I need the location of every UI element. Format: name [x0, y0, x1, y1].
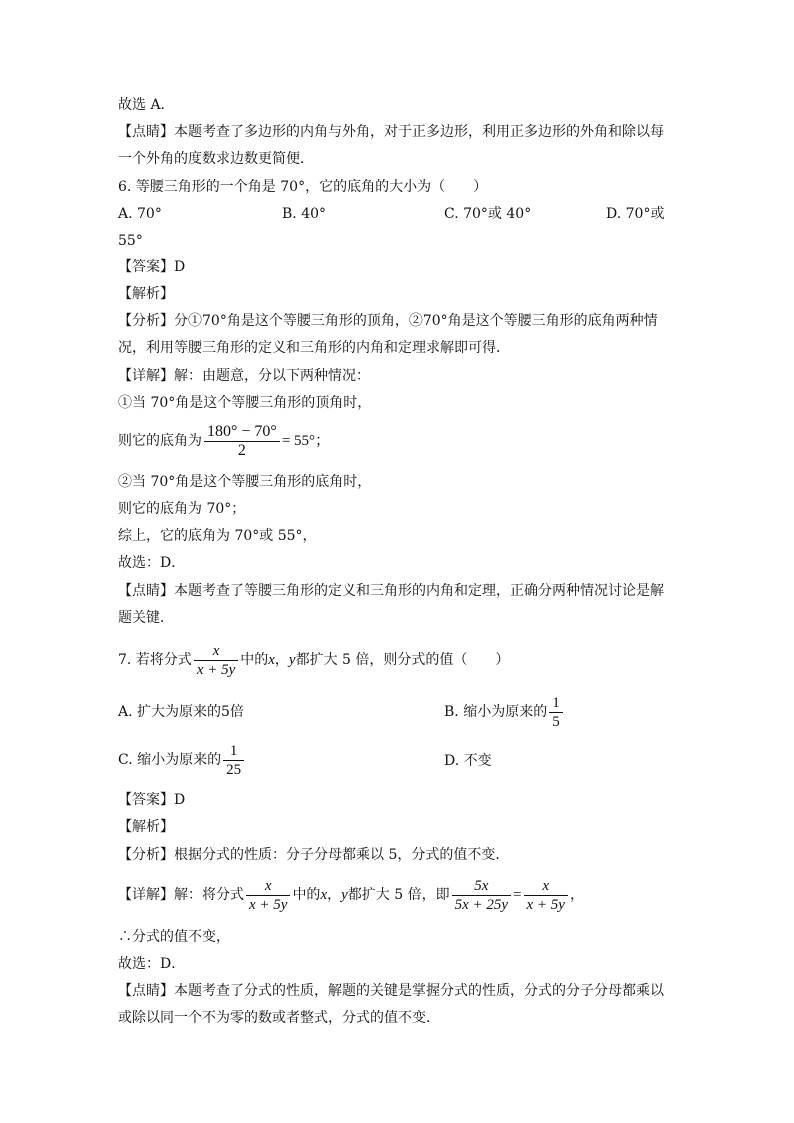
variable-x: x	[320, 887, 328, 903]
analysis-line: 【分析】根据分式的性质：分子分母都乘以 5，分式的值不变．	[118, 847, 510, 863]
answer-label: 【答案】D	[118, 792, 186, 808]
detail-text: 中的	[292, 887, 321, 903]
option-a: A. 扩大为原来的5倍	[118, 704, 244, 720]
option-c: C. 70°或 40°	[444, 206, 532, 222]
option-d: D. 70°或	[606, 206, 665, 222]
formula-prefix: 则它的底角为	[118, 433, 202, 449]
detail-text: 都扩大 5 倍，即	[347, 887, 450, 903]
analysis-label: 【解析】	[118, 286, 174, 302]
detail-text: 【详解】解：将分式	[118, 887, 244, 903]
fraction-denominator: 2	[237, 441, 246, 459]
detail-text: ，	[327, 887, 342, 903]
option-d: D. 不变	[444, 753, 492, 769]
stem-prefix: 7. 若将分式	[118, 652, 192, 668]
fraction-numerator: 180° − 70°	[204, 423, 280, 442]
analysis-label: 【解析】	[118, 819, 174, 835]
option-text: B. 缩小为原来的	[444, 704, 548, 720]
fraction-denominator: 5x + 25y	[454, 896, 509, 913]
question-7-stem	[118, 640, 509, 680]
formula-result: = 55°；	[281, 433, 331, 449]
fraction-numerator: x	[246, 877, 290, 896]
comment-line: 题关键．	[118, 610, 174, 626]
comment-line: 【点睛】本题考查了多边形的内角与外角，对于正多边形，利用正多边形的外角和除以每	[118, 124, 664, 140]
fraction	[549, 694, 563, 731]
stem-text: ，	[274, 652, 289, 668]
detail-line: 则它的底角为 70°；	[118, 501, 246, 517]
detail-line: 【详解】解：由题意，分以下两种情况：	[118, 368, 370, 384]
text-line: 故选 A．	[118, 97, 175, 113]
comment-line: 【点睛】本题考查了等腰三角形的定义和三角形的内角和定理，正确分两种情况讨论是解	[118, 583, 664, 599]
fraction-denominator: 25	[226, 761, 242, 778]
fraction	[452, 877, 511, 914]
fraction-numerator: x	[524, 877, 568, 896]
fraction-denominator: x + 5y	[196, 661, 236, 678]
answer-label: 【答案】D	[118, 259, 186, 275]
detail-line: ②当 70°角是这个等腰三角形的底角时，	[118, 474, 372, 490]
option-b: B. 40°	[282, 206, 327, 222]
fraction-numerator: 1	[549, 694, 563, 713]
fraction-numerator: 1	[223, 742, 244, 761]
variable-y: y	[288, 652, 296, 668]
fraction	[246, 877, 290, 914]
detail-line: ∴分式的值不变，	[118, 929, 230, 945]
fraction	[524, 877, 568, 914]
question-6-stem: 6. 等腰三角形的一个角是 70°，它的底角的大小为（ ）	[118, 179, 488, 195]
detail-formula-line	[118, 421, 330, 461]
detail-line: 综上，它的底角为 70°或 55°，	[118, 528, 317, 544]
comment-line: 或除以同一个不为零的数或者整式，分式的值不变．	[118, 1010, 440, 1026]
fraction	[223, 742, 244, 779]
fraction-numerator: 5x	[452, 877, 511, 896]
fraction-denominator: x + 5y	[526, 896, 565, 913]
text-line: 一个外角的度数求边数更简便．	[118, 151, 314, 167]
option-a: A. 70°	[118, 206, 162, 222]
option-c	[118, 740, 246, 780]
option-b	[444, 692, 565, 732]
detail-line: 故选：D．	[118, 555, 186, 571]
stem-text: 中的	[240, 652, 269, 668]
comment-line: 【点睛】本题考查了分式的性质，解题的关键是掌握分式的性质，分式的分子分母都乘以	[118, 983, 664, 999]
variable-y: y	[341, 887, 348, 903]
analysis-line: 【分析】分①70°角是这个等腰三角形的顶角，②70°角是这个等腰三角形的底角两种情	[118, 313, 658, 329]
detail-text: ，	[569, 887, 584, 903]
detail-line: ①当 70°角是这个等腰三角形的顶角时，	[118, 395, 372, 411]
detail-line: 故选：D．	[118, 956, 186, 972]
fraction	[194, 642, 238, 679]
equals-sign: =	[513, 887, 522, 903]
fraction-numerator: x	[194, 642, 238, 661]
fraction-denominator: 5	[552, 713, 560, 730]
fraction-denominator: x + 5y	[249, 896, 288, 913]
variable-x: x	[268, 652, 275, 668]
option-text: C. 缩小为原来的	[118, 752, 222, 768]
detail-formula-line	[118, 875, 584, 915]
analysis-line: 况，利用等腰三角形的定义和三角形的内角和定理求解即可得．	[118, 340, 510, 356]
fraction	[204, 423, 280, 460]
option-d-continued: 55°	[118, 233, 143, 249]
stem-text: 都扩大 5 倍，则分式的值（ ）	[295, 652, 510, 668]
